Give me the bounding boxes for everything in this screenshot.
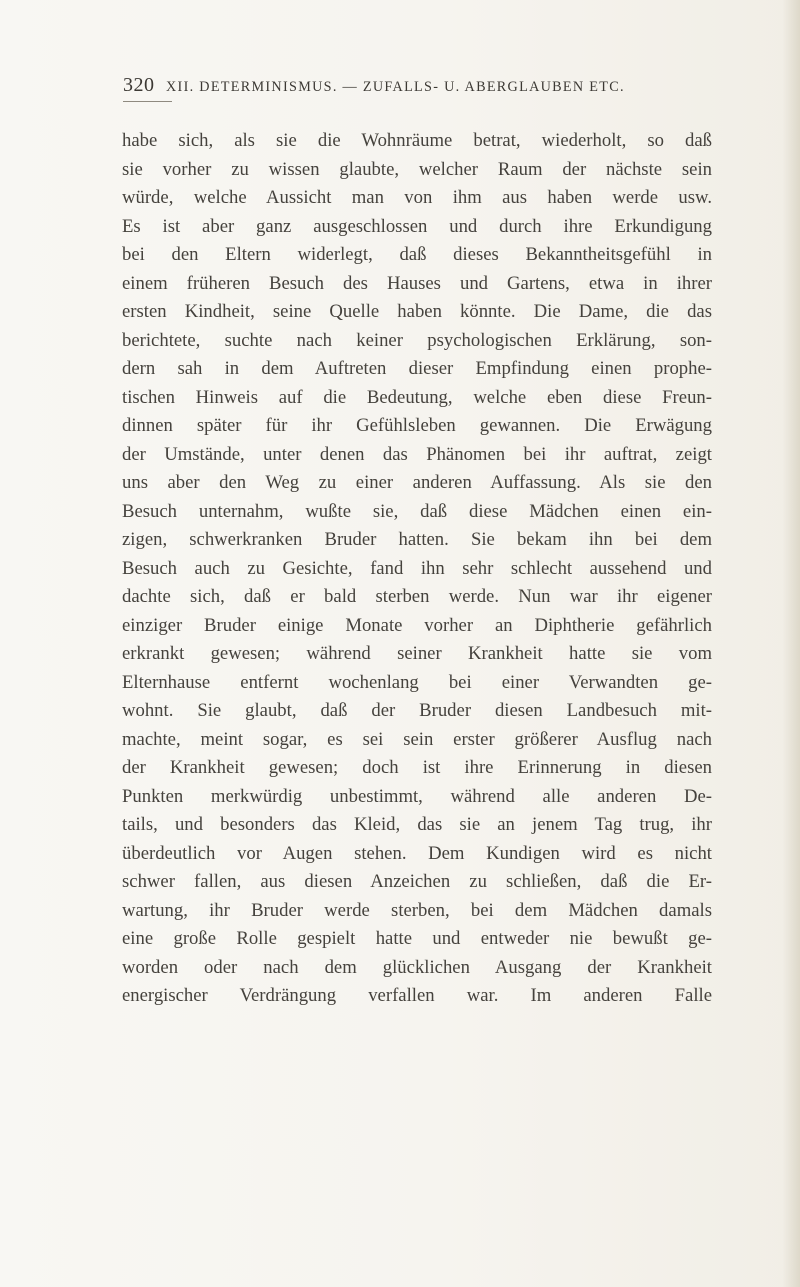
text-line: zigen, schwerkranken Bruder hatten. Sie bekam ihn bei dem [122, 529, 712, 550]
page-edge-shadow [782, 0, 800, 1287]
text-line: ersten Kindheit, seine Quelle haben könnte. Die Dame, die das [122, 301, 712, 322]
text-line: würde, welche Aussicht man von ihm aus haben werde usw. [122, 187, 712, 208]
text-line: dachte sich, daß er bald sterben werde. Nun war ihr eigener [122, 586, 712, 607]
text-line: Es ist aber ganz ausgeschlossen und durch ihre Erkundigung [122, 215, 712, 237]
body-text [122, 127, 712, 1011]
text-line: uns aber den Weg zu einer anderen Auffassung. Als sie den [122, 472, 712, 493]
running-title: XII. DETERMINISMUS. — ZUFALLS- U. ABERGLAUBEN ETC. [166, 79, 625, 95]
text-line: habe sich, als sie die Wohnräume betrat, wiederholt, so daß [122, 130, 712, 151]
header-underline [123, 101, 172, 102]
text-line: machte, meint sogar, es sei sein erster größerer Ausflug nach [122, 728, 712, 750]
text-line: erkrankt gewesen; während seiner Krankheit hatte sie vom [122, 643, 712, 664]
running-header [123, 74, 683, 102]
text-line: sie vorher zu wissen glaubte, welcher Raum der nächste sein [122, 158, 712, 180]
text-line: energischer Verdrängung verfallen war. Im anderen Falle [122, 985, 712, 1006]
text-line: überdeutlich vor Augen stehen. Dem Kundigen wird es nicht [122, 842, 712, 864]
page-number: 320 [123, 74, 155, 96]
text-line: tails, und besonders das Kleid, das sie an jenem Tag trug, ihr [122, 814, 712, 835]
text-line: berichtete, suchte nach keiner psychologischen Erklärung, son- [122, 329, 712, 351]
text-line: der Krankheit gewesen; doch ist ihre Erinnerung in diesen [122, 757, 712, 778]
text-line: der Umstände, unter denen das Phänomen bei ihr auftrat, zeigt [122, 443, 712, 465]
text-line: Besuch auch zu Gesichte, fand ihn sehr schlecht aussehend und [122, 557, 712, 579]
text-line: einziger Bruder einige Monate vorher an Diphtherie gefährlich [122, 614, 712, 636]
text-line: Punkten merkwürdig unbestimmt, während alle anderen De- [122, 785, 712, 807]
text-line: schwer fallen, aus diesen Anzeichen zu schließen, daß die Er- [122, 871, 712, 892]
text-line: worden oder nach dem glücklichen Ausgang der Krankheit [122, 956, 712, 978]
text-line: bei den Eltern widerlegt, daß dieses Bekanntheitsgefühl in [122, 244, 712, 265]
text-line: dern sah in dem Auftreten dieser Empfindung einen prophe- [122, 358, 712, 379]
text-line: einem früheren Besuch des Hauses und Gartens, etwa in ihrer [122, 272, 712, 294]
text-line: Besuch unternahm, wußte sie, daß diese Mädchen einen ein- [122, 500, 712, 522]
text-line: wohnt. Sie glaubt, daß der Bruder diesen Landbesuch mit- [122, 700, 712, 721]
text-line: Elternhause entfernt wochenlang bei einer Verwandten ge- [122, 671, 712, 693]
text-line: dinnen später für ihr Gefühlsleben gewannen. Die Erwägung [122, 415, 712, 436]
text-line: eine große Rolle gespielt hatte und entweder nie bewußt ge- [122, 928, 712, 949]
text-line: wartung, ihr Bruder werde sterben, bei dem Mädchen damals [122, 899, 712, 921]
text-line: tischen Hinweis auf die Bedeutung, welche eben diese Freun- [122, 386, 712, 408]
